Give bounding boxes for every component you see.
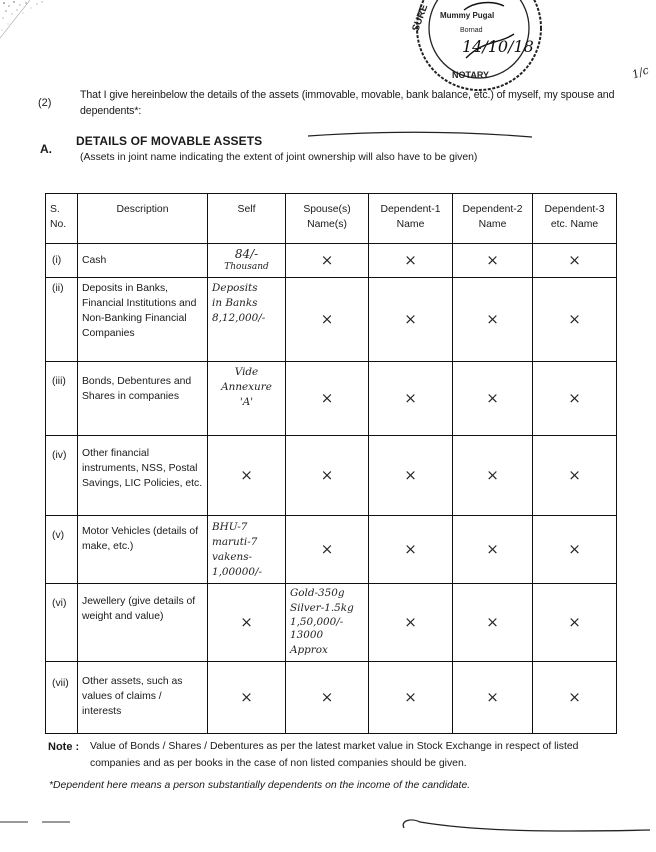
spouse-mark: ×	[286, 516, 369, 584]
paragraph-text: That I give hereinbelow the details of the assets (immovable, movable, bank balance, etc.) of myself, my spouse and dependents*:	[80, 89, 615, 117]
row-description: Motor Vehicles (details of make, etc.)	[78, 516, 208, 584]
self-mark: ×	[208, 436, 286, 516]
spouse-mark: ×	[286, 662, 369, 734]
note-text: Value of Bonds / Shares / Debentures as per the latest market value in Stock Exchange in respect of listed companies and as per books in the case of non listed companies should be given.	[90, 741, 579, 769]
self-line: 8,12,000/-	[212, 312, 266, 324]
scan-speckle	[0, 0, 60, 40]
dependent-2-mark: ×	[453, 436, 533, 516]
row-sno: (vii)	[46, 662, 78, 734]
handwritten-underline	[306, 128, 536, 140]
self-line: 84/-	[234, 247, 259, 261]
note-label: Note :	[48, 741, 80, 753]
spouse-line: Gold-350g	[290, 587, 345, 599]
dependent-1-mark: ×	[369, 278, 453, 362]
row-description: Deposits in Banks, Financial Institutions and Non-Banking Financial Companies	[78, 278, 208, 362]
row-self-value	[208, 278, 286, 362]
dependent-2-mark: ×	[453, 662, 533, 734]
header-dependent-3: Dependent-3 etc. Name	[533, 194, 617, 244]
row-description: Jewellery (give details of weight and value)	[78, 584, 208, 662]
self-line: Deposits	[212, 282, 258, 294]
self-line: 'A'	[239, 396, 254, 408]
self-mark: ×	[208, 584, 286, 662]
dependent-2-mark: ×	[453, 278, 533, 362]
dependent-1-mark: ×	[369, 584, 453, 662]
self-line: Annexure	[221, 381, 272, 393]
table-row	[46, 278, 617, 362]
row-sno: (iv)	[46, 436, 78, 516]
spouse-line: Silver-1.5kg	[290, 602, 354, 614]
self-line: vakens-	[212, 551, 253, 563]
header-dependent-2: Dependent-2 Name	[453, 194, 533, 244]
stamp-ring-bottom: NOTARY	[452, 70, 489, 80]
dependent-1-mark: ×	[369, 436, 453, 516]
movable-assets-table	[45, 193, 617, 734]
table-row	[46, 244, 617, 278]
table-row	[46, 516, 617, 584]
stamp-date: 14/10/18	[462, 37, 534, 56]
dependent-1-mark: ×	[369, 662, 453, 734]
dependent-1-mark: ×	[369, 244, 453, 278]
row-description: Cash	[78, 244, 208, 278]
spouse-line: 13000 Approx	[290, 629, 328, 656]
self-line: 1,00000/-	[212, 566, 262, 578]
header-spouse: Spouse(s) Name(s)	[286, 194, 369, 244]
stamp-inner-city: Bornad	[460, 27, 483, 34]
row-description: Bonds, Debentures and Shares in companies	[78, 362, 208, 436]
row-self-value	[208, 244, 286, 278]
self-line: maruti-7	[212, 536, 258, 548]
table-row	[46, 362, 617, 436]
row-sno: (iii)	[46, 362, 78, 436]
stamp-inner-name: Mummy Pugal	[440, 11, 495, 20]
row-sno: (vi)	[46, 584, 78, 662]
self-line: Thousand	[224, 262, 269, 272]
table-row	[46, 436, 617, 516]
row-description: Other assets, such as values of claims / interests	[78, 662, 208, 734]
header-sno: S. No.	[46, 194, 78, 244]
paragraph-number: (2)	[38, 97, 52, 109]
section-title: DETAILS OF MOVABLE ASSETS	[76, 134, 263, 148]
stamp-ring-top: SURE	[410, 3, 431, 34]
section-letter: A.	[40, 142, 52, 156]
dependent-2-mark: ×	[453, 516, 533, 584]
dependent-3-mark: ×	[533, 244, 617, 278]
dependent-2-mark: ×	[453, 244, 533, 278]
spouse-mark: ×	[286, 436, 369, 516]
dependent-2-mark: ×	[453, 584, 533, 662]
handwritten-signature-stroke	[0, 810, 656, 850]
notary-stamp	[404, 0, 554, 100]
dependent-3-mark: ×	[533, 436, 617, 516]
table-row	[46, 584, 617, 662]
dependent-3-mark: ×	[533, 584, 617, 662]
table-row	[46, 662, 617, 734]
table-header-row	[46, 194, 617, 244]
dependent-3-mark: ×	[533, 662, 617, 734]
dependent-1-mark: ×	[369, 362, 453, 436]
spouse-line: 1,50,000/-	[290, 616, 344, 628]
dependent-1-mark: ×	[369, 516, 453, 584]
row-sno: (v)	[46, 516, 78, 584]
header-description: Description	[78, 194, 208, 244]
row-self-value	[208, 516, 286, 584]
dependent-3-mark: ×	[533, 278, 617, 362]
row-spouse-value	[286, 584, 369, 662]
header-self: Self	[208, 194, 286, 244]
dependent-3-mark: ×	[533, 362, 617, 436]
row-self-value	[208, 362, 286, 436]
self-line: BHU-7	[212, 521, 248, 533]
row-description: Other financial instruments, NSS, Postal Savings, LIC Policies, etc.	[78, 436, 208, 516]
self-line: Vide	[234, 366, 259, 378]
dependent-footnote: *Dependent here means a person substantially dependents on the income of the candidate.	[49, 780, 471, 791]
spouse-mark: ×	[286, 244, 369, 278]
self-line: in Banks	[212, 297, 258, 309]
row-sno: (i)	[46, 244, 78, 278]
margin-note: 1/c	[630, 63, 651, 82]
dependent-2-mark: ×	[453, 362, 533, 436]
row-sno: (ii)	[46, 278, 78, 362]
dependent-3-mark: ×	[533, 516, 617, 584]
spouse-mark: ×	[286, 278, 369, 362]
self-mark: ×	[208, 662, 286, 734]
header-dependent-1: Dependent-1 Name	[369, 194, 453, 244]
spouse-mark: ×	[286, 362, 369, 436]
section-note: (Assets in joint name indicating the extent of joint ownership will also have to be given)	[80, 152, 478, 163]
